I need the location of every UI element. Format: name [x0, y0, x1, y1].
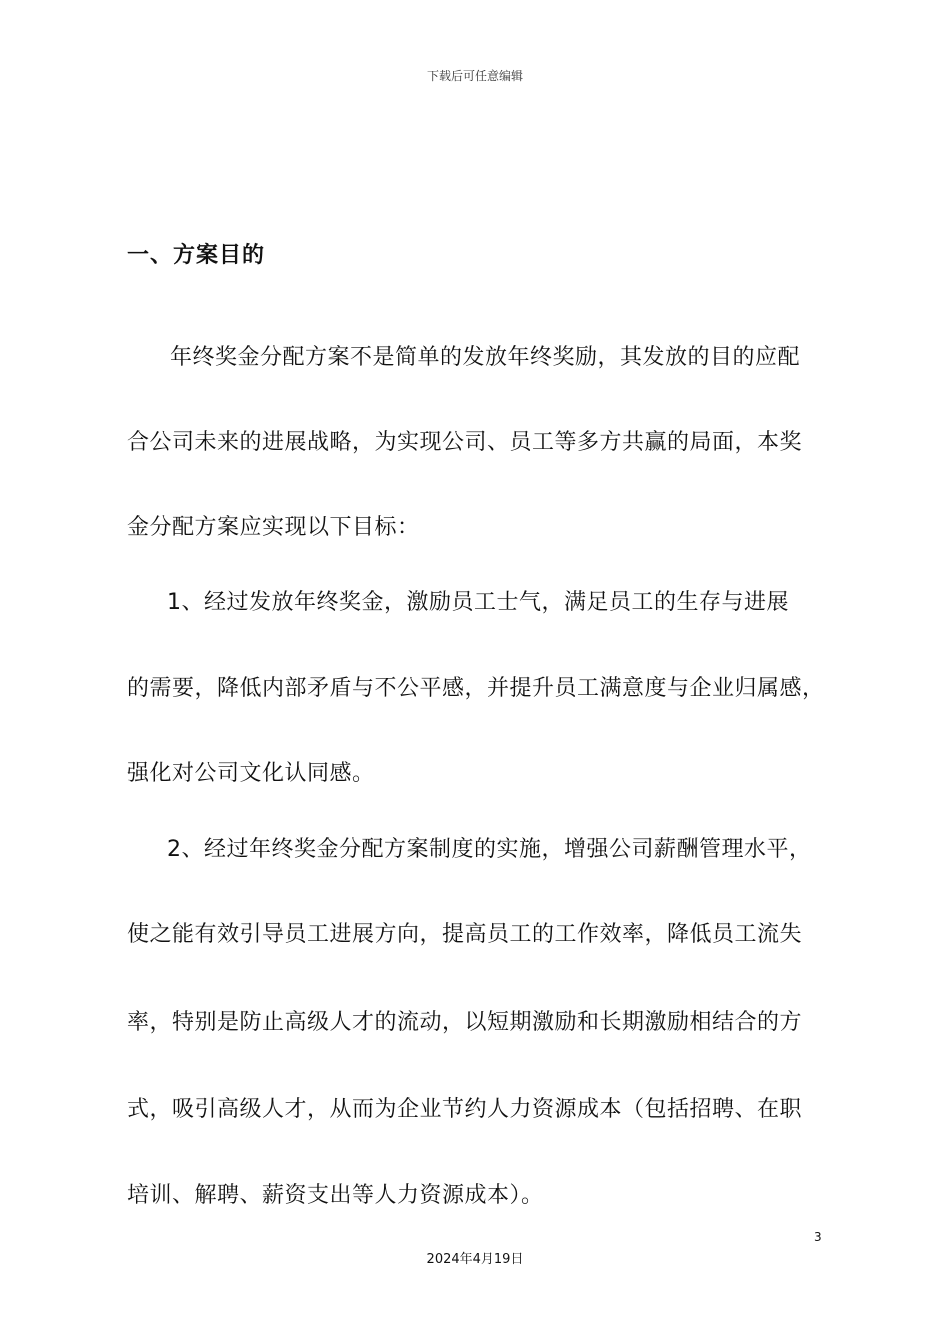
paragraph-line: 率，特别是防止高级人才的流动，以短期激励和长期激励相结合的方: [127, 1010, 803, 1035]
header-note: 下载后可任意编辑: [426, 69, 523, 83]
paragraph-line: 使之能有效引导员工进展方向，提高员工的工作效率，降低员工流失: [127, 922, 803, 947]
page-number: 3: [814, 1230, 822, 1244]
paragraph-line: 1、经过发放年终奖金，激励员工士气，满足员工的生存与进展: [167, 590, 789, 615]
paragraph-line: 强化对公司文化认同感。: [127, 761, 375, 786]
paragraph-line: 培训、解聘、薪资支出等人力资源成本）。: [127, 1183, 544, 1208]
paragraph-line: 式，吸引高级人才，从而为企业节约人力资源成本（包括招聘、在职: [127, 1097, 803, 1122]
paragraph-line: 金分配方案应实现以下目标：: [127, 515, 420, 540]
paragraph-line: 年终奖金分配方案不是简单的发放年终奖励，其发放的目的应配: [170, 345, 801, 370]
footer-date: 2024年4月19日: [426, 1252, 524, 1267]
paragraph-line: 的需要，降低内部矛盾与不公平感，并提升员工满意度与企业归属感，: [127, 676, 825, 701]
section-heading: 一、方案目的: [127, 243, 266, 268]
paragraph-line: 2、经过年终奖金分配方案制度的实施，增强公司薪酬管理水平，: [167, 837, 812, 862]
paragraph-line: 合公司未来的进展战略，为实现公司、员工等多方共赢的局面，本奖: [127, 430, 803, 455]
